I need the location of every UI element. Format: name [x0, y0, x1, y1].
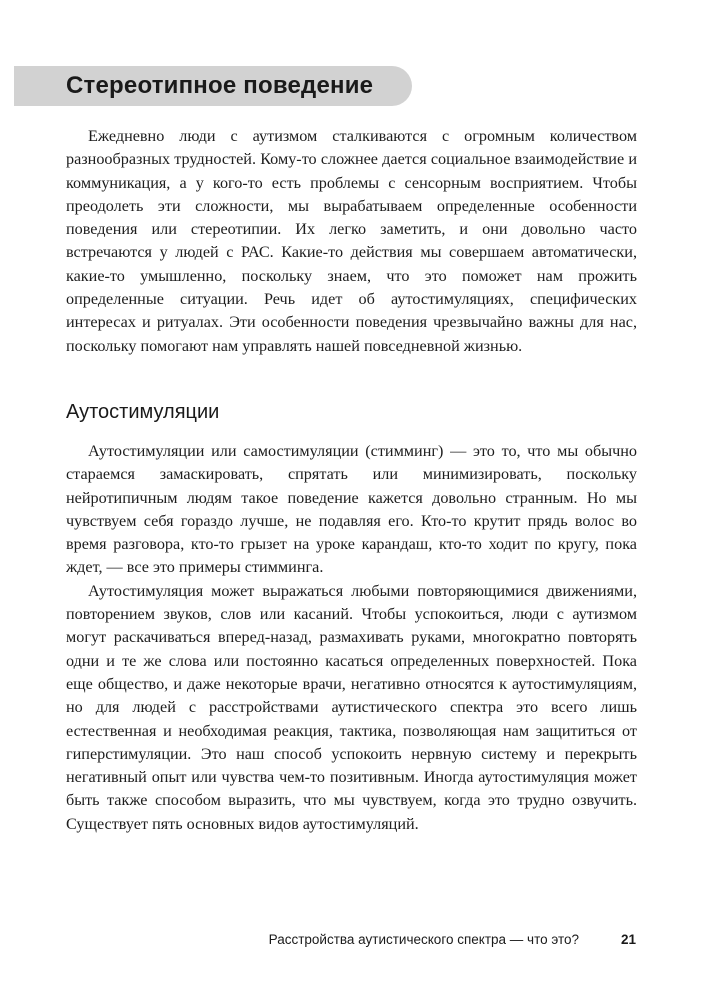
section-body — [66, 440, 637, 836]
section-title: Аутостимуляции — [66, 401, 220, 423]
chapter-intro — [66, 125, 637, 358]
paragraph: Аутостимуляция может выражаться любыми повторяющимися движениями, повторением звуков, слов или касаний. Чтобы успокоиться, люди с аутизмом могут раскачиваться вперед-назад, размахивать руками, многократно повторять одни и те же слова или постоянно касаться определенных поверхностей. Пока еще общество, и даже некоторые врачи, негативно относятся к аутостимуляциям, но для людей с расстройствами аутистического спектра это всего лишь естественная и необходимая реакция, тактика, позволяющая нам защититься от гиперстимуляции. Это наш способ успокоить нервную систему и перекрыть негативный опыт или чувства чем-то позитивным. Иногда аутостимуляция может быть также способом выразить, что мы чувствуем, когда это трудно озвучить. Существует пять основных видов аутостимуляций. — [66, 581, 637, 833]
paragraph: Аутостимуляции или самостимуляции (стимминг) — это то, что мы обычно стараемся замаскировать, спрятать или минимизировать, поскольку нейротипичным людям такое поведение кажется довольно странным. Но мы чувствуем себя гораздо лучше, не подавляя его. Кто-то крутит прядь волос во время разговора, кто-то грызет на уроке карандаш, кто-то ходит по кругу, пока ждет, — все это примеры стимминга. — [66, 442, 637, 577]
chapter-title: Стереотипное поведение — [66, 72, 374, 99]
paragraph: Ежедневно люди с аутизмом сталкиваются с огромным количеством разнообразных трудностей. Кому-то сложнее дается социальное взаимодействие и коммуникация, а у кого-то есть проблемы с сенсорным восприятием. Чтобы преодолеть эти сложности, мы вырабатываем определенные особенности поведения или стереотипии. Их легко заметить, и они довольно часто встречаются у людей с РАС. Какие-то действия мы совершаем автоматически, какие-то умышленно, поскольку знаем, что это поможет нам прожить определенные ситуации. Речь идет об аутостимуляциях, специфических интересах и ритуалах. Эти особенности поведения чрезвычайно важны для нас, поскольку помогают нам управлять нашей повседневной жизнью. — [66, 127, 637, 355]
running-title: Расстройства аутистического спектра — что это? — [268, 932, 579, 947]
page-number: 21 — [621, 932, 637, 947]
